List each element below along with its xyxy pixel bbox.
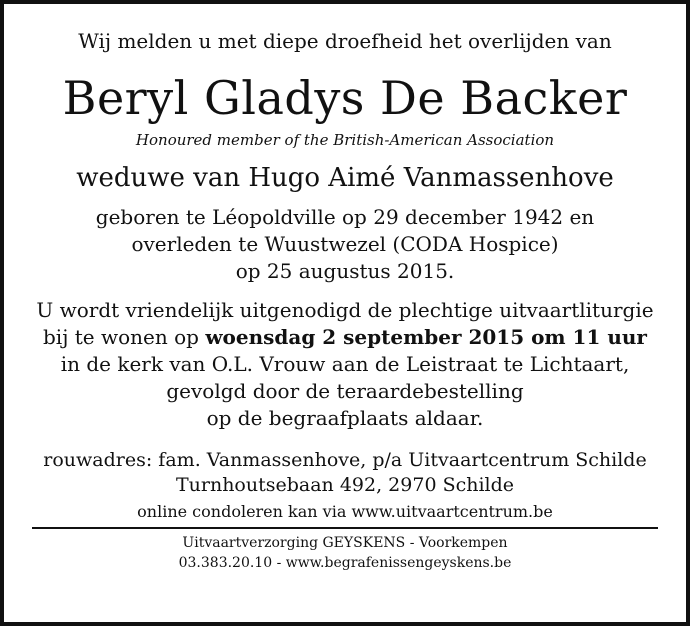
life-dates: [4, 204, 686, 285]
ceremony-invitation: [4, 297, 686, 432]
ceremony-line-3: in de kerk van O.L. Vrouw aan de Leistraat te Lichtaart,: [60, 352, 630, 376]
deceased-name: Beryl Gladys De Backer: [62, 71, 628, 125]
ceremony-line-2: [4, 324, 686, 351]
ceremony-line-2-prefix: bij te wonen op: [43, 325, 206, 349]
online-condolence: online condoleren kan via www.uitvaartcentrum.be: [137, 502, 553, 521]
footer-divider: [32, 527, 658, 529]
honour-line: Honoured member of the British-American Association: [135, 131, 555, 149]
address-line-2: Turnhoutsebaan 492, 2970 Schilde: [175, 474, 515, 496]
death-date-line: op 25 augustus 2015.: [235, 259, 455, 283]
mourning-address: [4, 448, 686, 498]
funeral-director-name: Uitvaartverzorging GEYSKENS - Voorkempen: [182, 535, 508, 551]
birth-line: geboren te Léopoldville op 29 december 1942 en: [95, 205, 595, 229]
ceremony-line-1: U wordt vriendelijk uitgenodigd de plechtige uitvaartliturgie: [36, 298, 654, 322]
ceremony-line-4: gevolgd door de teraardebestelling: [166, 379, 524, 403]
ceremony-date-time: woensdag 2 september 2015 om 11 uur: [205, 325, 647, 349]
address-line-1: rouwadres: fam. Vanmassenhove, p/a Uitvaartcentrum Schilde: [43, 449, 647, 471]
ceremony-line-5: op de begraafplaats aldaar.: [206, 406, 484, 430]
widow-line: weduwe van Hugo Aimé Vanmassenhove: [76, 163, 614, 193]
funeral-director: [4, 533, 686, 573]
funeral-director-contact: 03.383.20.10 - www.begrafenissengeyskens.be: [178, 555, 512, 571]
intro-text: Wij melden u met diepe droefheid het overlijden van: [78, 29, 612, 53]
death-line: overleden te Wuustwezel (CODA Hospice): [131, 232, 559, 256]
